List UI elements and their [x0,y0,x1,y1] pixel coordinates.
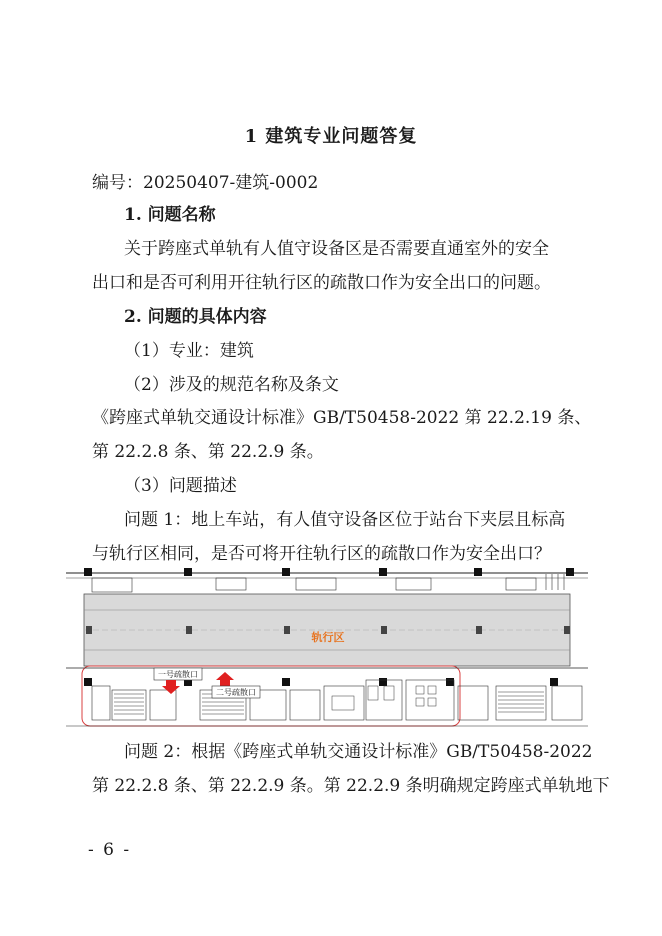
item-discipline: （1）专业：建筑 [124,341,254,361]
heading-question-name: 1. 问题名称 [124,205,216,225]
station-floor-plan [66,568,588,728]
exit-1-arrow-icon [162,680,180,694]
question-1-label: 问题 1 [124,510,175,530]
question-1-line-2: 与轨行区相同，是否可将开往轨行区的疏散口作为安全出口？ [92,544,551,564]
question-2-line-1: 问题 2：根据《跨座式单轨交通设计标准》GB/T50458-2022 [124,742,593,762]
equipment-furniture [332,686,436,710]
stairs [114,692,544,714]
paragraph-standard-line-2: 第 22.2.8 条、第 22.2.9 条。 [92,442,324,462]
exit-1-label: 一号疏散口 [158,670,198,679]
item-standards: （2）涉及的规范名称及条文 [124,375,339,395]
top-rooms [92,574,564,592]
heading-question-content: 2. 问题的具体内容 [124,307,267,327]
page-number: - 6 - [88,840,132,860]
paragraph-standard-line-1: 《跨座式单轨交通设计标准》GB/T50458-2022 第 22.2.19 条、 [92,408,592,428]
number-label: 编号： [92,173,143,193]
paragraph-question-line-2: 出口和是否可利用开往轨行区的疏散口作为安全出口的问题。 [92,273,551,293]
exit-2-arrow-icon [216,672,234,686]
number-value: 20250407-建筑-0002 [143,173,319,193]
document-number [92,172,318,194]
equipment-zone-boundary [82,666,460,726]
question-2-line-2: 第 22.2.8 条、第 22.2.9 条。第 22.2.9 条明确规定跨座式单轨地下 [92,776,610,796]
item-description: （3）问题描述 [124,476,237,496]
section-title: 1 建筑专业问题答复 [244,126,418,147]
exit-2-label: 二号疏散口 [216,688,256,697]
question-1-line-1: 问题 1：地上车站，有人值守设备区位于站台下夹层且标高 [124,510,566,530]
question-2-label: 问题 2 [124,742,175,762]
track-area-label: 轨行区 [311,631,345,644]
top-column-row [84,568,574,576]
paragraph-question-line-1: 关于跨座式单轨有人值守设备区是否需要直通室外的安全 [124,239,549,259]
